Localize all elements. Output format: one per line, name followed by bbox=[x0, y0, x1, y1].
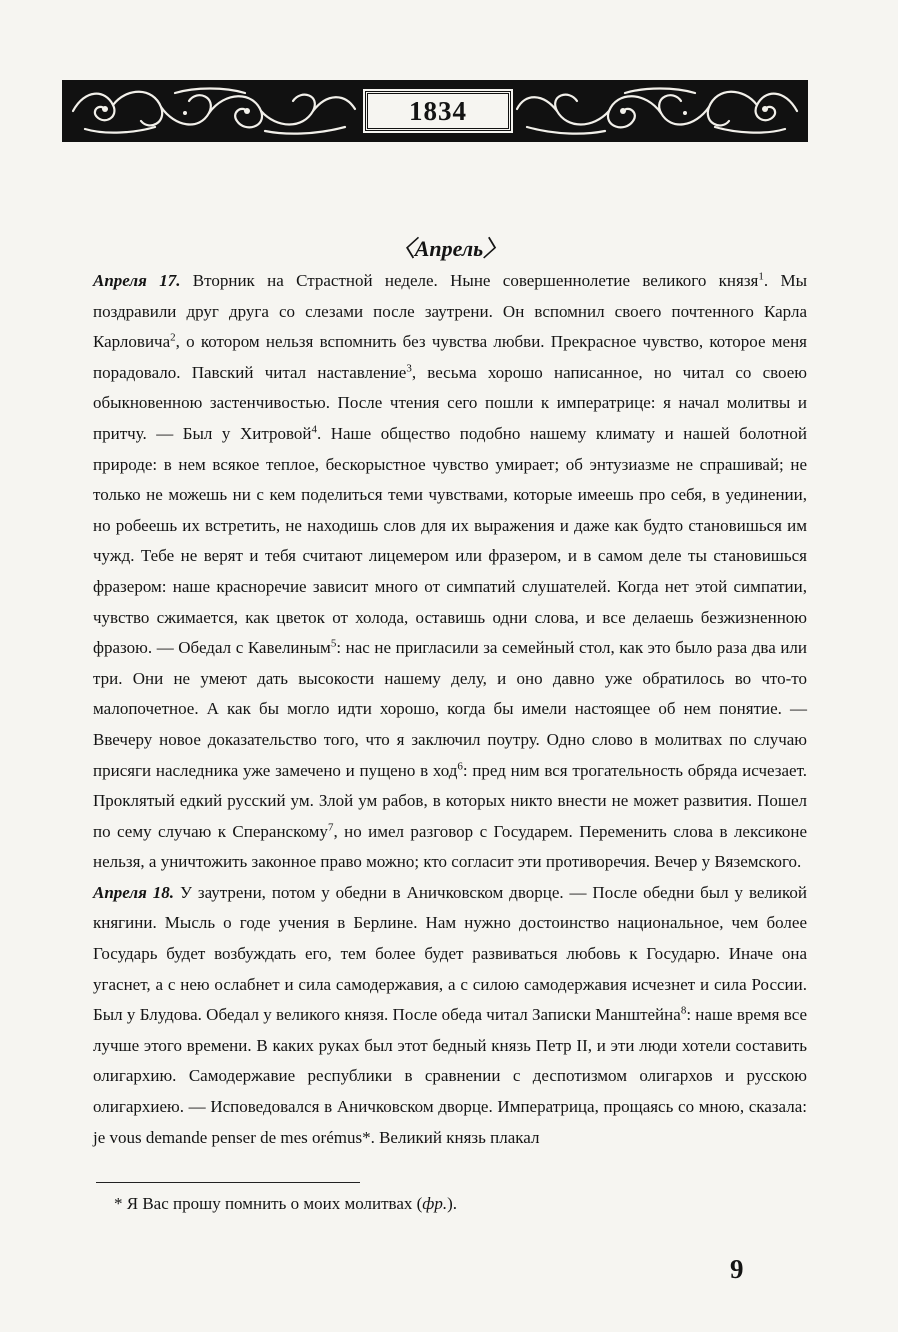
entry-text: . Мы поздравили друг друга со слезами после заутрени. Он вспомнил своего почтенного Карла Карловича bbox=[93, 271, 808, 352]
entry-date: Апреля 17. bbox=[93, 271, 181, 290]
footnote-ref: 5 bbox=[330, 637, 337, 650]
entry-text: , но имел разговор с Государем. Переменить слова в лексиконе нельзя, а уничтожить законное право можно; кто согласит эти противоречия. Вечер у Вяземского. bbox=[93, 821, 807, 872]
entry-date: Апреля 18. bbox=[93, 882, 175, 902]
footnote-tail: ). bbox=[447, 1194, 458, 1213]
entry-text: : нас не пригласили за семейный стол, как это было раза два или три. Они не умеют дать высокости нашему делу, и оно давно уже обратилось во что-то малопочетное. А как бы могло идти хорошо, когда бы имели настоящее об нем понятие. — Ввечеру новое доказательство того, что я заключил поутру. Одно слово в молитвах по случаю присяги наследника уже замечено и пущено в ход bbox=[93, 638, 807, 780]
footnote-ref: 3 bbox=[406, 362, 412, 375]
section-title: 〈Апрель〉 bbox=[392, 236, 506, 261]
entry-text: У заутрени, потом у обедни в Аничковском дворце. — После обедни был у великой княгини. Мысль о годе учения в Берлине. Нам нужно достоинство национальное, чем более Государь будет возбуждать его, тем более будет развиваться любовь к Государю. Иначе она угаснет, а с нею ослабнет и сила самодержавия, а с силою самодержавия исчезнет и сила России. Был у Блудова. Обедал у великого князя. После обеда читал Записки Манштейна bbox=[93, 882, 807, 1025]
footnote-ref: 8 bbox=[680, 1004, 687, 1017]
page-number: 9 bbox=[730, 1254, 744, 1284]
footnote-language: фр. bbox=[422, 1194, 448, 1213]
footnote-divider bbox=[96, 1182, 360, 1183]
entry-text: : пред ним вся трогательность обряда исчезает. Проклятый едкий русский ум. Злой ум рабов, в которых никто внести не может развития. Пошел по сему случаю к Сперанскому bbox=[93, 760, 807, 841]
entry-text: : наше время все лучше этого времени. В каких руках был этот бедный князь Петр II, и эти люди хотели составить олигархию. Самодержавие республики в сравнении с деспотизмом олигархов и русскою олигархиею. — Исповедовался в Аничковском дворце. Императрица, прощаясь со мною, сказала: je vous demande penser de mes orémus*. Великий князь плакал bbox=[93, 1005, 807, 1147]
diary-entry bbox=[93, 266, 807, 878]
footnote-ref: 7 bbox=[327, 821, 334, 834]
entry-text: , о котором нельзя вспомнить без чувства любви. Прекрасное чувство, которое меня порадовало. Павский читал наставление bbox=[93, 332, 807, 382]
footnote-marker: * bbox=[114, 1194, 123, 1213]
footnote-ref: 1 bbox=[758, 270, 764, 283]
footnote-ref: 6 bbox=[457, 759, 463, 772]
entry-text: , весьма хорошо написанное, но читал со своею обыкновенною застенчивостью. После чтения сего пошли к императрице: я начал молитвы и притчу. — Был у Хитровой bbox=[93, 362, 807, 443]
diary-entry bbox=[93, 878, 807, 1153]
diary-text bbox=[93, 266, 807, 1153]
ornamental-header bbox=[62, 80, 808, 142]
entry-text: . Наше общество подобно нашему климату и нашей болотной природе: в нем всякое теплое, бескорыстное чувство умирает; об энтузиазме не спрашивай; не только не можешь ни с кем поделиться теми чувствами, которые имеешь про себя, в уединении, но робеешь их встретить, не находишь слов для их выражения и даже как будто становишься им чужд. Тебе не верят и тебя считают лицемером или фразером, и в самом деле ты становишься фразером: наше красноречие зависит много от симпатий слушателей. Когда нет этой симпатии, чувство сжимается, как цветок от холода, оставишь одни слова, и все делаешь безжизненною фразою. — Обедал с Кавелиным bbox=[93, 423, 807, 658]
footnote bbox=[114, 1193, 794, 1215]
entry-text: Вторник на Страстной неделе. Ныне совершеннолетие великого князя bbox=[180, 271, 759, 290]
year-heading: 1834 bbox=[365, 91, 511, 131]
footnote-text: Я Вас прошу помнить о моих молитвах ( bbox=[126, 1194, 423, 1213]
footnote-ref: 2 bbox=[170, 331, 176, 344]
footnote-ref: 4 bbox=[311, 423, 317, 436]
